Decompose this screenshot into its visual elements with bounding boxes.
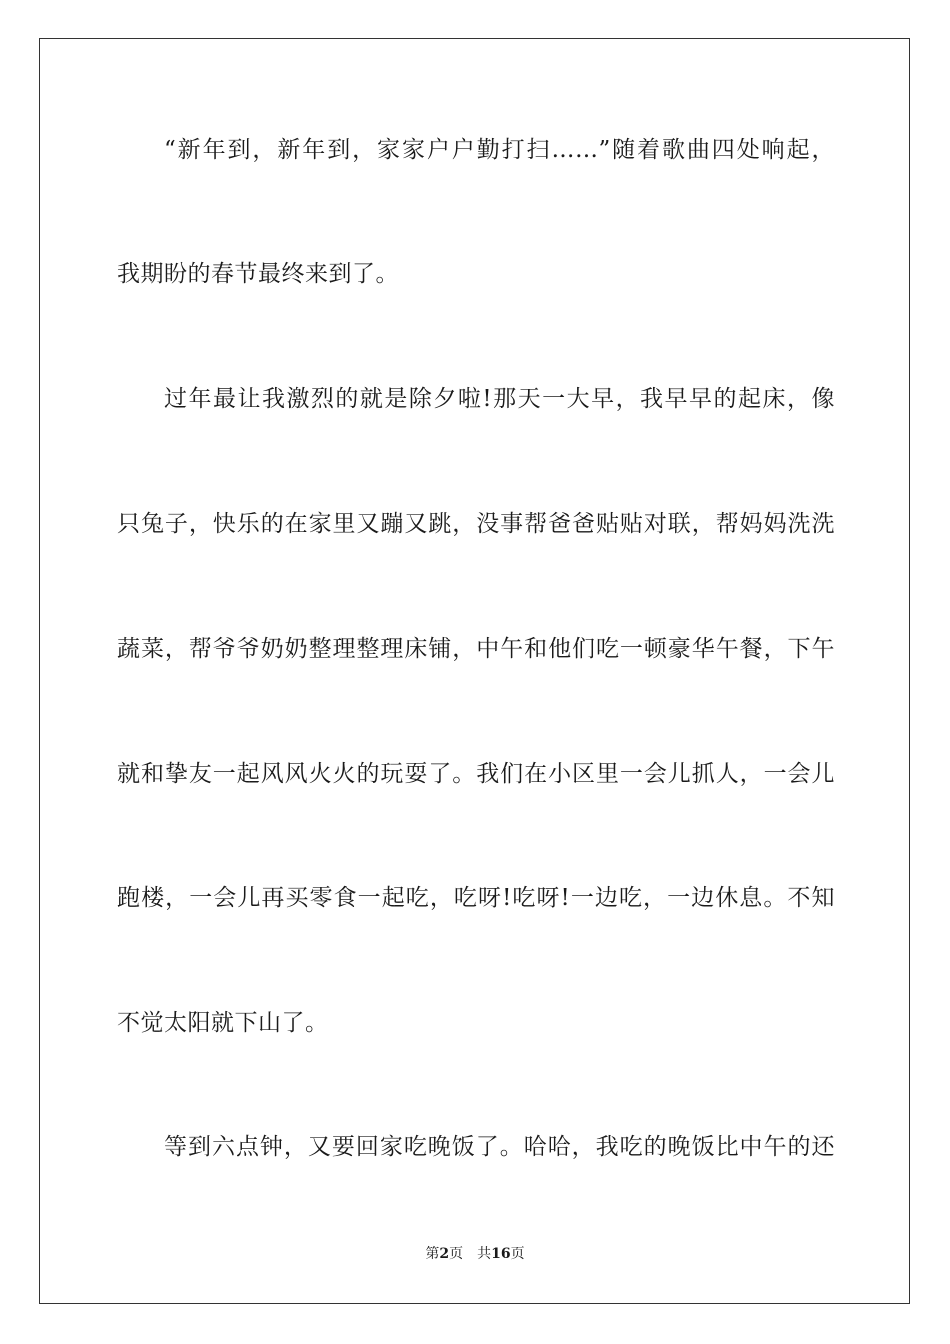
page-suffix: 页 (449, 1246, 464, 1262)
paragraph-1-line-1: “新年到，新年到，家家户户勤打扫……”随着歌曲四处响起， (164, 137, 835, 163)
paragraph-2-line-5: 跑楼，一会儿再买零食一起吃，吃呀!吃呀!一边吃，一边休息。不知 (117, 885, 835, 911)
page-total: 16 (491, 1246, 511, 1262)
total-prefix: 共 (477, 1246, 492, 1262)
paragraph-2-line-3: 蔬菜，帮爷爷奶奶整理整理床铺，中午和他们吃一顿豪华午餐，下午 (117, 636, 835, 662)
paragraph-2-line-4: 就和挚友一起风风火火的玩耍了。我们在小区里一会儿抓人，一会儿 (117, 761, 835, 787)
paragraph-3-line-1: 等到六点钟，又要回家吃晚饭了。哈哈，我吃的晚饭比中午的还 (164, 1134, 835, 1160)
paragraph-2-line-6: 不觉太阳就下山了。 (117, 1010, 329, 1036)
total-suffix: 页 (510, 1246, 525, 1262)
paragraph-1-line-2: 我期盼的春节最终来到了。 (117, 261, 399, 287)
page-current: 2 (439, 1246, 450, 1262)
page-prefix: 第 (425, 1246, 440, 1262)
page-footer (0, 1244, 950, 1264)
page-border (39, 38, 910, 1304)
paragraph-2-line-2: 只兔子，快乐的在家里又蹦又跳，没事帮爸爸贴贴对联，帮妈妈洗洗 (117, 511, 835, 537)
paragraph-2-line-1: 过年最让我激烈的就是除夕啦!那天一大早，我早早的起床，像 (164, 386, 835, 412)
